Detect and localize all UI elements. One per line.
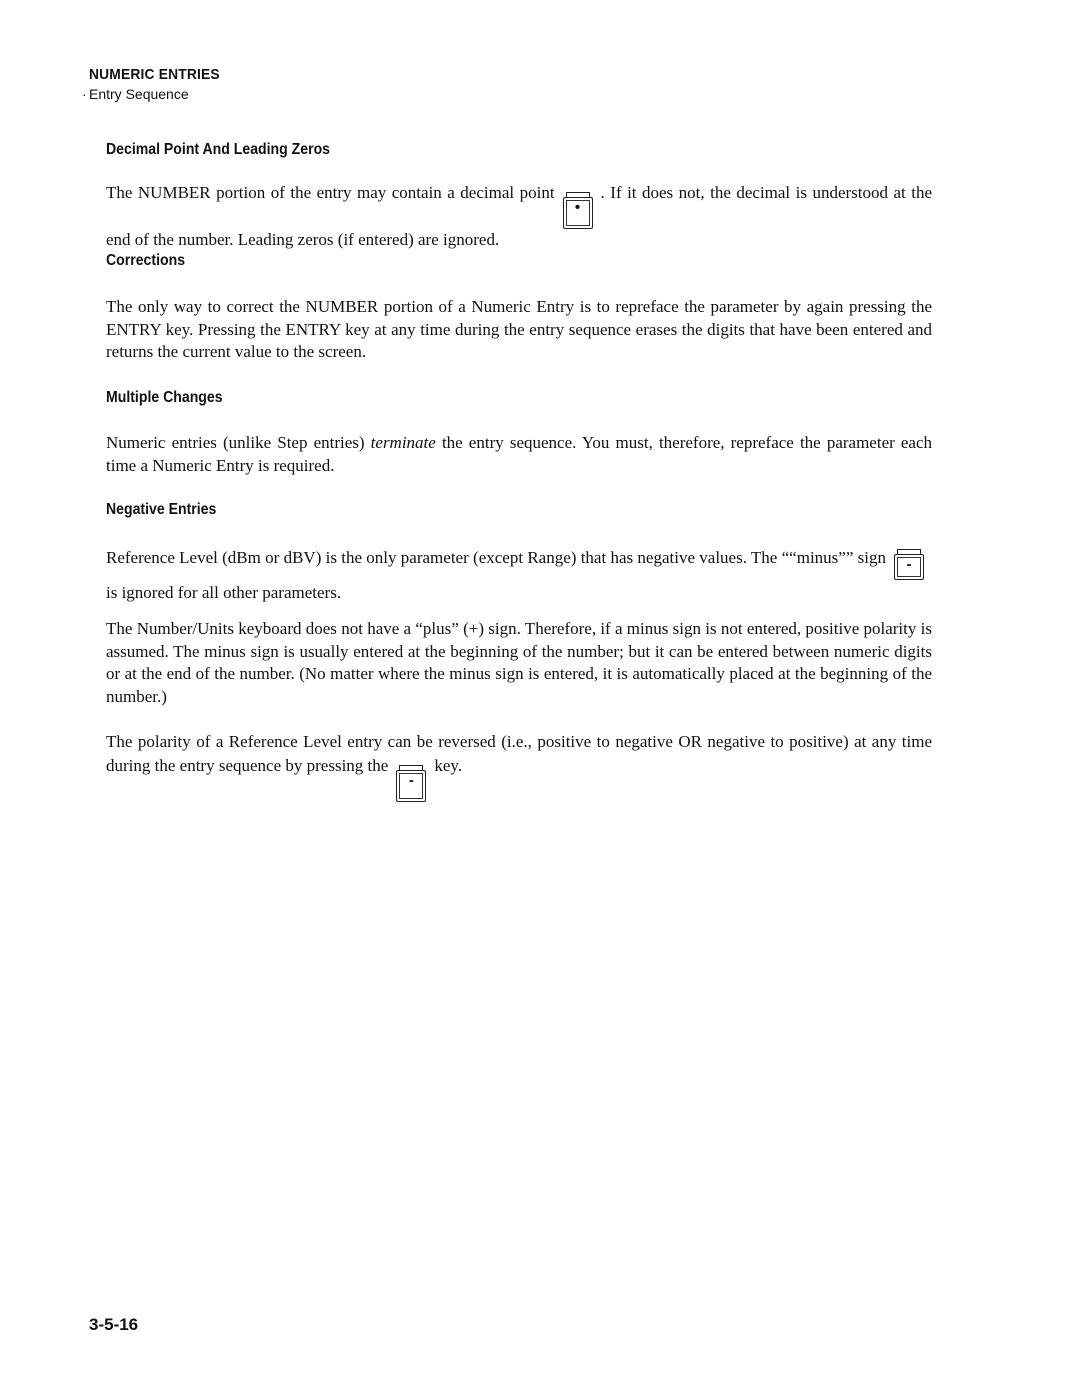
section-heading-corrections: Corrections	[106, 252, 186, 269]
minus-key-icon: -	[894, 554, 924, 580]
section-heading-negative: Negative Entries	[106, 501, 217, 518]
section-heading-decimal: Decimal Point And Leading Zeros	[106, 141, 331, 158]
section-heading-multiple: Multiple Changes	[106, 389, 223, 406]
page-number: 3-5-16	[89, 1315, 139, 1334]
paragraph-negative-3-text-1: The polarity of a Reference Level entry can be reversed (i.e., positive to negative OR negative to positive) at any time during the entry sequence by pressing the	[106, 732, 932, 775]
paragraph-negative-3	[106, 730, 932, 802]
header-bullet: ·	[82, 86, 87, 102]
paragraph-decimal-text-2: . If it does not, the decimal is understood at the end of the number. Leading zeros (if entered) are ignored.	[106, 183, 932, 249]
paragraph-multiple-text-1: Numeric entries (unlike Step entries)	[106, 433, 365, 452]
minus-key-icon-2: -	[396, 770, 426, 802]
paragraph-multiple-text-2: the entry sequence. You must, therefore, repreface the parameter each time a Numeric Entry is required.	[106, 433, 933, 475]
paragraph-negative-1-text-1: Reference Level (dBm or dBV) is the only parameter (except Range) that has negative values. The ““minus”” sign	[106, 548, 886, 567]
decimal-point-key-icon: •	[563, 197, 593, 229]
paragraph-corrections: The only way to correct the NUMBER portion of a Numeric Entry is to repreface the parameter by again pressing the ENTRY key. Pressing the ENTRY key at any time during the entry sequence erases the digits that have been entered and returns the current value to the screen.	[106, 297, 932, 361]
paragraph-negative-1-text-2: is ignored for all other parameters.	[106, 583, 342, 602]
paragraph-decimal-text-1: The NUMBER portion of the entry may contain a decimal point	[106, 183, 555, 202]
emphasis-terminate: terminate	[370, 433, 436, 452]
page-subtitle: Entry Sequence	[89, 86, 189, 102]
paragraph-multiple	[106, 432, 932, 477]
paragraph-decimal	[106, 182, 932, 252]
paragraph-negative-2: The Number/Units keyboard does not have a “plus” (+) sign. Therefore, if a minus sign is not entered, positive polarity is assumed. The minus sign is usually entered at the beginning of the number; but it can be entered between numeric digits or at the end of the number. (No matter where the minus sign is entered, it is automatically placed at the beginning of the number.)	[106, 619, 932, 706]
paragraph-negative-1	[106, 545, 932, 606]
page-title: NUMERIC ENTRIES	[89, 66, 220, 83]
paragraph-negative-3-text-2: key.	[434, 756, 463, 775]
